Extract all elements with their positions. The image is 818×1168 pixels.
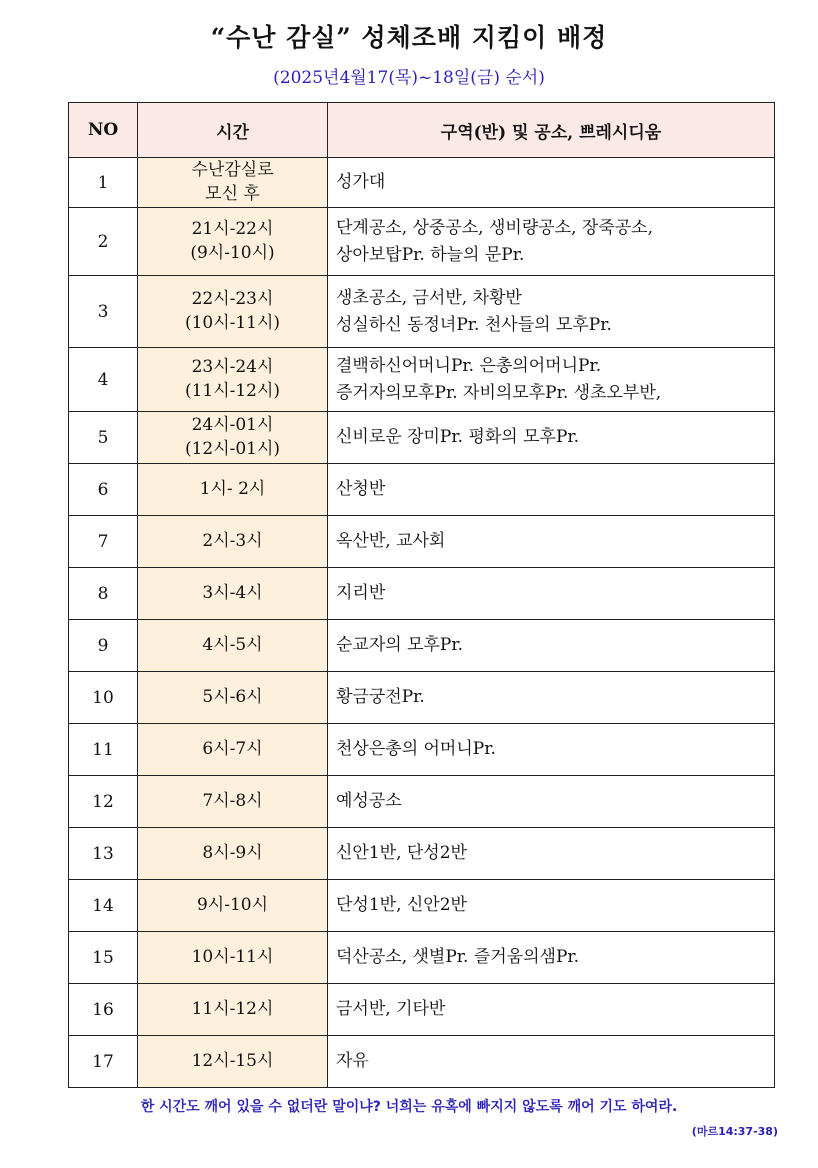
row-time xyxy=(138,348,328,412)
area-line: 옥산반, 교사회 xyxy=(336,531,446,552)
time-line: (11시-12시) xyxy=(184,380,281,401)
row-time xyxy=(138,932,328,984)
time-line: 8시-9시 xyxy=(202,842,263,863)
row-area xyxy=(328,984,775,1036)
row-area xyxy=(328,776,775,828)
row-time xyxy=(138,412,328,464)
area-line: 황금궁전Pr. xyxy=(336,687,425,708)
time-line: 10시-11시 xyxy=(191,946,274,967)
area-line: 결백하신어머니Pr. 은총의어머니Pr. xyxy=(336,356,602,377)
area-line: 상아보탑Pr. 하늘의 문Pr. xyxy=(336,244,525,265)
area-line: 순교자의 모후Pr. xyxy=(336,635,464,656)
table-row xyxy=(69,208,775,276)
row-area xyxy=(328,348,775,412)
area-line: 지리반 xyxy=(336,583,386,604)
row-number: 8 xyxy=(69,568,138,620)
area-line: 산청반 xyxy=(336,479,386,500)
row-time xyxy=(138,516,328,568)
row-area xyxy=(328,276,775,348)
row-number: 9 xyxy=(69,620,138,672)
time-line: 수난감실로 xyxy=(191,159,274,180)
row-area xyxy=(328,932,775,984)
table-row xyxy=(69,620,775,672)
area-line: 단계공소, 상중공소, 생비량공소, 장죽공소, xyxy=(336,218,654,239)
table-row xyxy=(69,412,775,464)
time-line: 5시-6시 xyxy=(202,686,263,707)
row-time xyxy=(138,1036,328,1088)
time-line: 모신 후 xyxy=(205,183,260,204)
row-time xyxy=(138,464,328,516)
row-number: 2 xyxy=(69,208,138,276)
row-area xyxy=(328,464,775,516)
header-time: 시간 xyxy=(138,103,328,158)
area-line: 생초공소, 금서반, 차황반 xyxy=(336,288,522,309)
time-line: 23시-24시 xyxy=(191,356,274,377)
table-row xyxy=(69,1036,775,1088)
row-number: 7 xyxy=(69,516,138,568)
row-number: 17 xyxy=(69,1036,138,1088)
row-area xyxy=(328,828,775,880)
schedule-body xyxy=(69,158,775,1088)
time-line: 1시- 2시 xyxy=(199,478,266,499)
time-line: (9시-10시) xyxy=(190,242,275,263)
table-row xyxy=(69,276,775,348)
time-line: 3시-4시 xyxy=(202,582,263,603)
footer-verse: 한 시간도 깨어 있을 수 없더란 말이냐? 너희는 유혹에 빠지지 않도록 깨어 기도 하여라. xyxy=(140,1099,678,1115)
row-area xyxy=(328,208,775,276)
row-number: 1 xyxy=(69,158,138,208)
time-line: (10시-11시) xyxy=(184,312,281,333)
time-line: 7시-8시 xyxy=(202,790,263,811)
date-subtitle: (2025년4월17(목)~18일(금) 순서) xyxy=(273,68,545,88)
area-line: 금서반, 기타반 xyxy=(336,999,446,1020)
area-line: 성가대 xyxy=(336,172,386,193)
table-row xyxy=(69,880,775,932)
row-area xyxy=(328,724,775,776)
time-line: 6시-7시 xyxy=(202,738,263,759)
area-line: 신안1반, 단성2반 xyxy=(336,843,467,864)
row-area xyxy=(328,620,775,672)
area-line: 자유 xyxy=(336,1051,369,1072)
row-time xyxy=(138,158,328,208)
row-time xyxy=(138,620,328,672)
area-line: 덕산공소, 샛별Pr. 즐거움의샘Pr. xyxy=(336,947,580,968)
time-line: 21시-22시 xyxy=(191,218,274,239)
row-area xyxy=(328,1036,775,1088)
row-number: 13 xyxy=(69,828,138,880)
table-row xyxy=(69,464,775,516)
page-title: “수난 감실” 성체조배 지킴이 배정 xyxy=(210,23,608,52)
time-line: 22시-23시 xyxy=(191,288,274,309)
row-number: 12 xyxy=(69,776,138,828)
table-row xyxy=(69,568,775,620)
header-area: 구역(반) 및 공소, 쁘레시디움 xyxy=(328,103,775,158)
row-time xyxy=(138,672,328,724)
time-line: 9시-10시 xyxy=(196,894,269,915)
row-number: 5 xyxy=(69,412,138,464)
table-row xyxy=(69,932,775,984)
area-line: 천상은총의 어머니Pr. xyxy=(336,739,496,760)
area-line: 단성1반, 신안2반 xyxy=(336,895,467,916)
row-time xyxy=(138,208,328,276)
row-number: 10 xyxy=(69,672,138,724)
row-number: 3 xyxy=(69,276,138,348)
table-row xyxy=(69,516,775,568)
area-line: 신비로운 장미Pr. 평화의 모후Pr. xyxy=(336,427,580,448)
area-line: 성실하신 동정녀Pr. 천사들의 모후Pr. xyxy=(336,314,612,335)
row-area xyxy=(328,672,775,724)
time-line: 24시-01시 xyxy=(191,414,274,435)
row-time xyxy=(138,724,328,776)
row-number: 6 xyxy=(69,464,138,516)
table-row xyxy=(69,828,775,880)
time-line: 4시-5시 xyxy=(202,634,263,655)
time-line: 2시-3시 xyxy=(202,530,263,551)
table-row xyxy=(69,724,775,776)
row-number: 16 xyxy=(69,984,138,1036)
table-row xyxy=(69,672,775,724)
header-no: NO xyxy=(69,103,138,158)
table-row xyxy=(69,984,775,1036)
time-line: 12시-15시 xyxy=(191,1050,274,1071)
row-area xyxy=(328,568,775,620)
table-row xyxy=(69,776,775,828)
time-line: (12시-01시) xyxy=(184,438,281,459)
row-area xyxy=(328,158,775,208)
schedule-table xyxy=(68,102,775,1088)
row-time xyxy=(138,984,328,1036)
row-number: 11 xyxy=(69,724,138,776)
area-line: 증거자의모후Pr. 자비의모후Pr. 생초오부반, xyxy=(336,382,662,403)
row-number: 14 xyxy=(69,880,138,932)
row-time xyxy=(138,276,328,348)
row-number: 4 xyxy=(69,348,138,412)
row-area xyxy=(328,880,775,932)
table-header-row xyxy=(69,103,775,158)
area-line: 예성공소 xyxy=(336,791,402,812)
time-line: 11시-12시 xyxy=(191,998,274,1019)
footer-reference: (마르14:37-38) xyxy=(691,1125,778,1138)
table-row xyxy=(69,348,775,412)
row-time xyxy=(138,880,328,932)
row-time xyxy=(138,568,328,620)
row-area xyxy=(328,412,775,464)
row-number: 15 xyxy=(69,932,138,984)
row-time xyxy=(138,828,328,880)
row-area xyxy=(328,516,775,568)
row-time xyxy=(138,776,328,828)
table-row xyxy=(69,158,775,208)
